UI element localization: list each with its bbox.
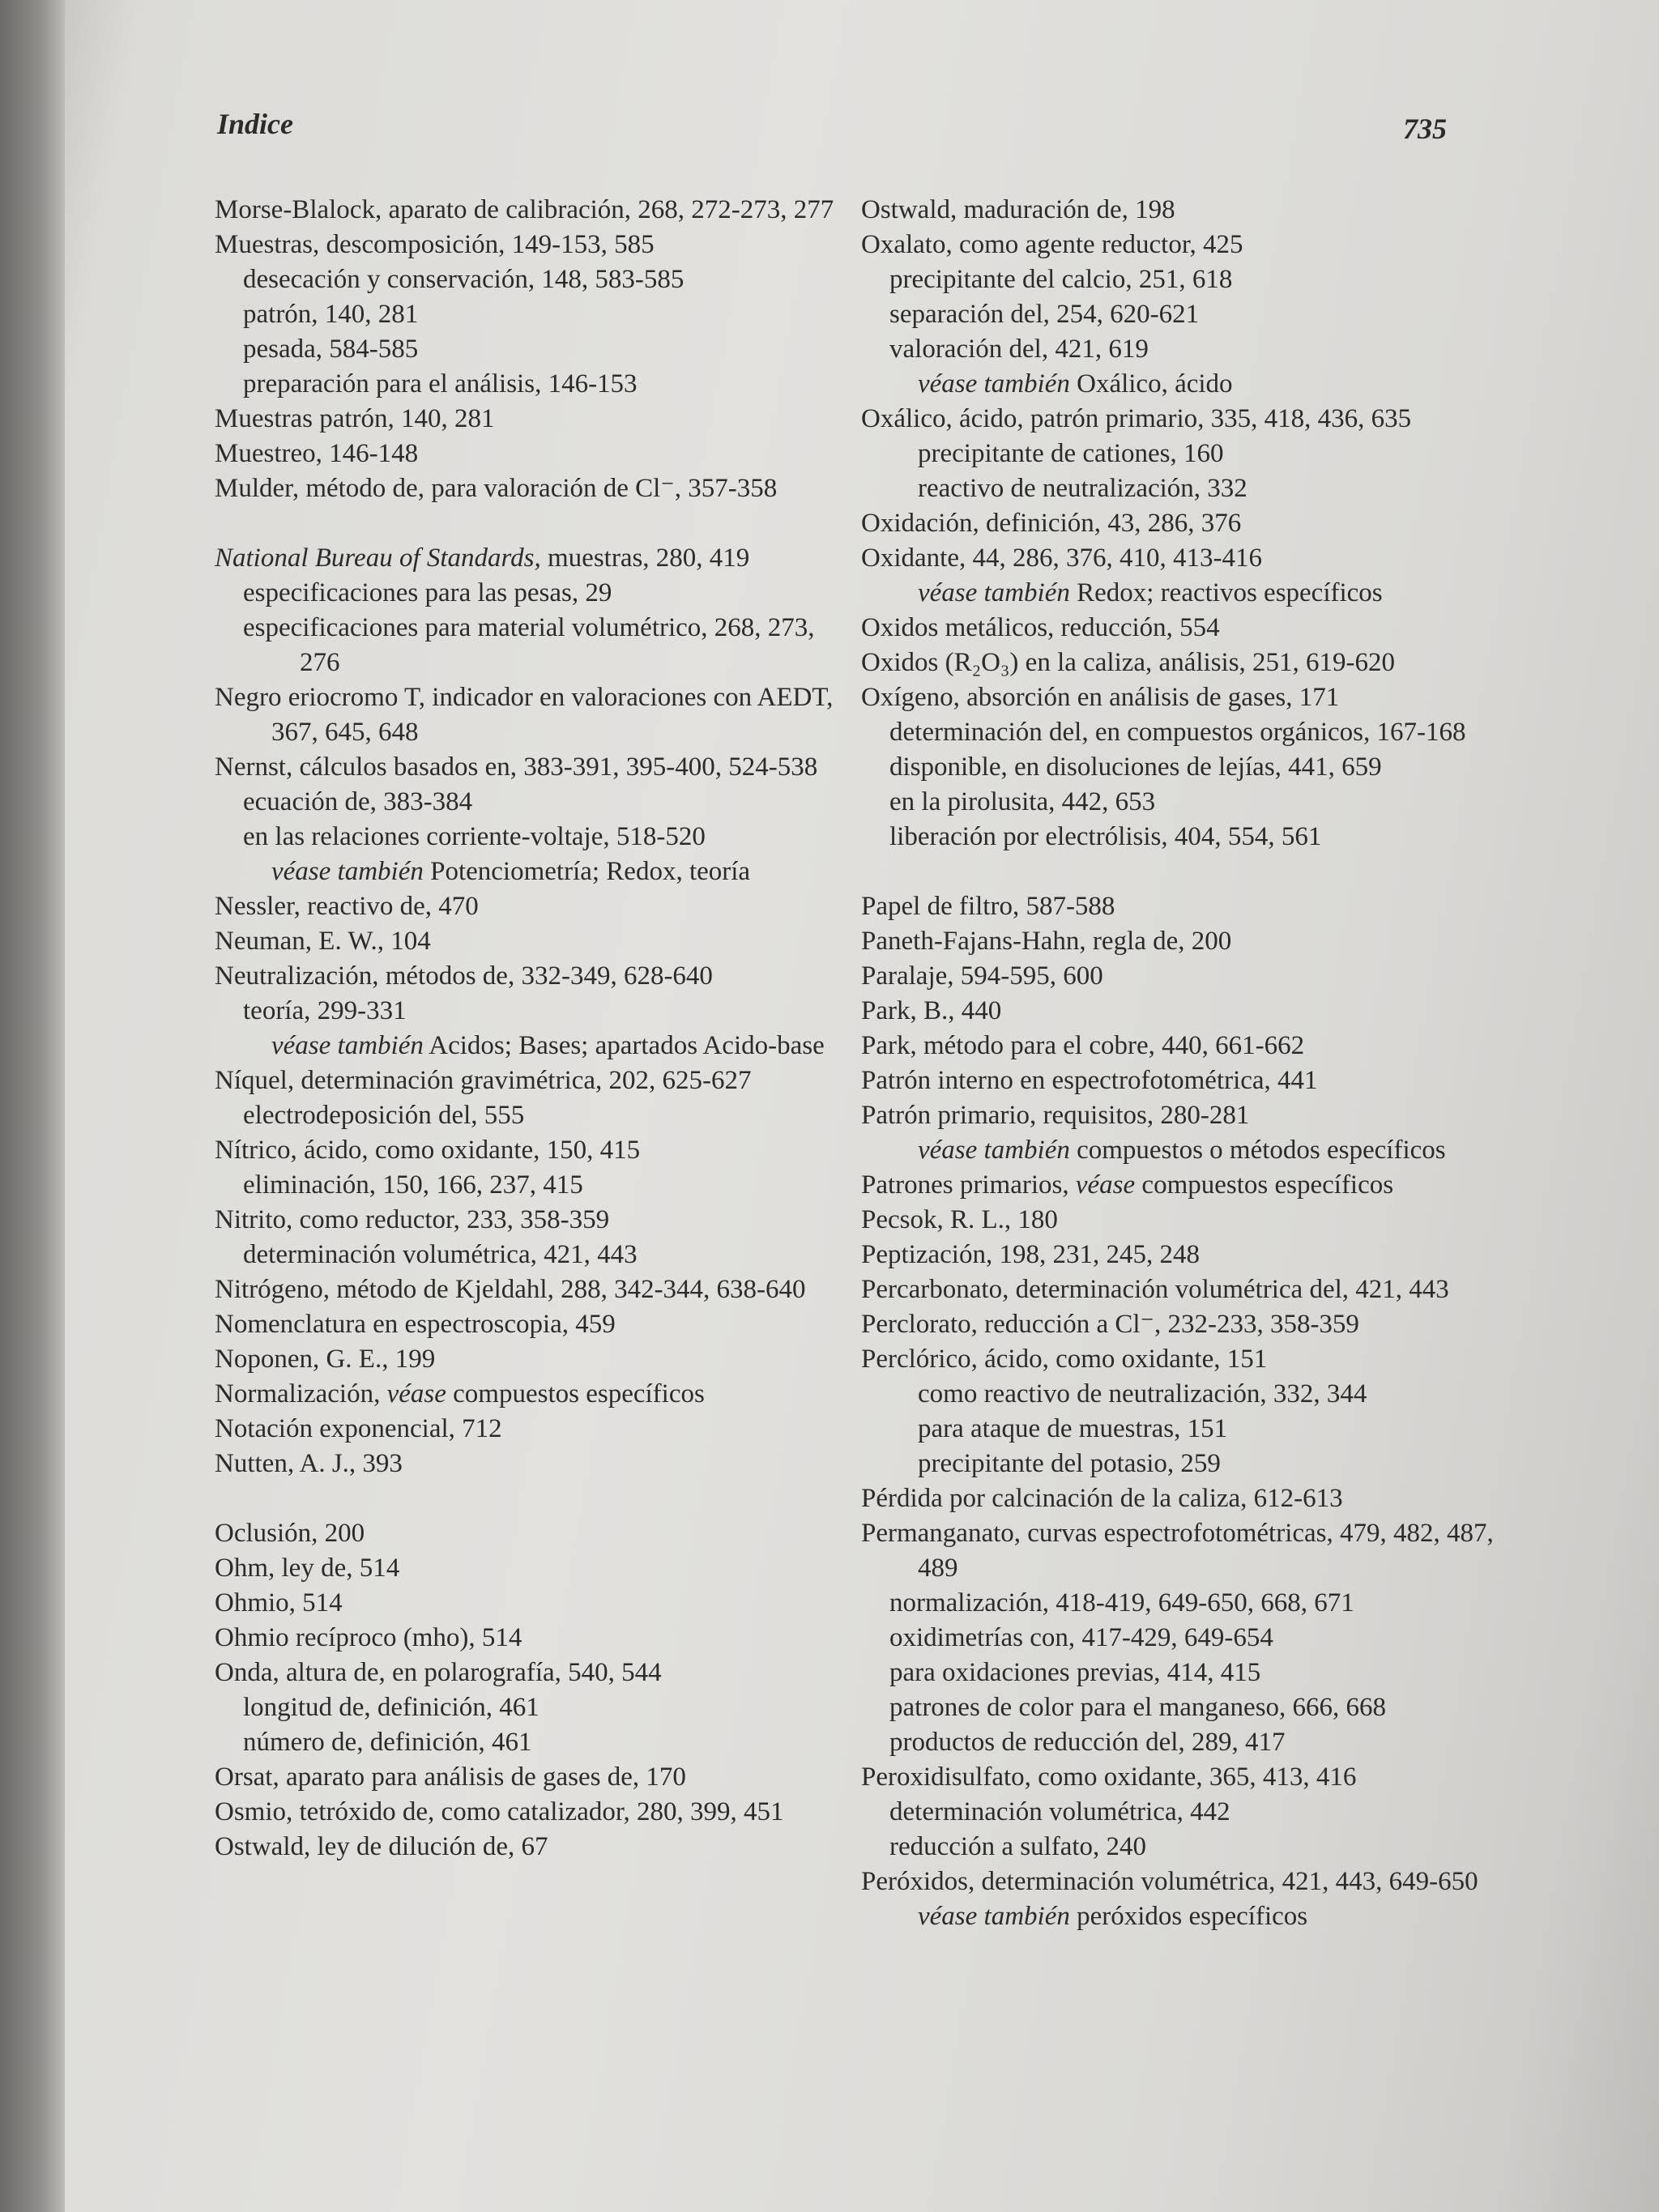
index-entry xyxy=(861,1760,1501,1795)
entry-text: en la pirolusita, 442, 653 xyxy=(889,787,1156,816)
index-subentry xyxy=(215,1168,838,1203)
entry-text: Oxálico, ácido, patrón primario, 335, 418, 436, 635 xyxy=(861,404,1412,433)
index-subentry xyxy=(861,1830,1501,1865)
index-subentry xyxy=(215,611,838,680)
index-subentry xyxy=(861,785,1501,820)
entry-text: pesada, 584-585 xyxy=(243,335,419,364)
entry-text: Peroxidisulfato, como oxidante, 365, 413, 416 xyxy=(861,1762,1357,1792)
entry-text: Peptización, 198, 231, 245, 248 xyxy=(861,1240,1200,1269)
entry-text: especificaciones para material volumétrico, 268, 273, 276 xyxy=(243,613,815,677)
entry-text: precipitante del potasio, 259 xyxy=(918,1449,1221,1478)
index-subentry xyxy=(215,367,838,402)
entry-text: Paneth-Fajans-Hahn, regla de, 200 xyxy=(861,927,1232,956)
index-entry xyxy=(861,1029,1501,1063)
index-entry xyxy=(861,402,1501,437)
entry-text: reducción a sulfato, 240 xyxy=(889,1832,1147,1861)
entry-text: Oxidos metálicos, reducción, 554 xyxy=(861,613,1220,642)
entry-text: Muestras, descomposición, 149-153, 585 xyxy=(215,230,655,259)
index-entry xyxy=(861,506,1501,541)
entry-text: separación del, 254, 620-621 xyxy=(889,300,1200,329)
index-entry xyxy=(215,1621,838,1656)
index-entry xyxy=(861,1342,1501,1377)
entry-italic-text: véase también xyxy=(271,857,424,886)
entry-text: Pérdida por calcinación de la caliza, 612-613 xyxy=(861,1484,1343,1513)
entry-text: Acidos; Bases; apartados Acido-base xyxy=(423,1031,825,1060)
index-entry xyxy=(861,1272,1501,1307)
entry-text: eliminación, 150, 166, 237, 415 xyxy=(243,1170,583,1200)
letter-group-spacer xyxy=(215,506,838,541)
entry-text: Mulder, método de, para valoración de Cl⁻, 357-358 xyxy=(215,474,778,503)
entry-text: como reactivo de neutralización, 332, 344 xyxy=(918,1379,1367,1409)
index-entry xyxy=(215,1795,838,1830)
entry-text: ecuación de, 383-384 xyxy=(243,787,473,816)
index-entry xyxy=(861,1203,1501,1238)
index-subentry xyxy=(861,297,1501,332)
index-subentry xyxy=(215,785,838,820)
entry-text: Perclórico, ácido, como oxidante, 151 xyxy=(861,1345,1268,1374)
index-subentry xyxy=(215,297,838,332)
index-entry xyxy=(215,1586,838,1621)
index-subentry xyxy=(215,820,838,855)
entry-text: para ataque de muestras, 151 xyxy=(918,1414,1228,1443)
index-subentry xyxy=(861,437,1501,471)
entry-text: peróxidos específicos xyxy=(1069,1902,1308,1931)
entry-text: Potenciometría; Redox, teoría xyxy=(423,857,751,886)
letter-group-spacer xyxy=(215,1481,838,1516)
index-entry xyxy=(215,437,838,471)
entry-text: Ostwald, maduración de, 198 xyxy=(861,195,1175,224)
entry-text: Ohmio recíproco (mho), 514 xyxy=(215,1623,522,1652)
entry-text: Percarbonato, determinación volumétrica del, 421, 443 xyxy=(861,1275,1449,1304)
entry-text: Perclorato, reducción a Cl⁻, 232-233, 358-359 xyxy=(861,1310,1359,1339)
index-entry xyxy=(215,1272,838,1307)
entry-text: Morse-Blalock, aparato de calibración, 268, 272-273, 277 xyxy=(215,195,834,224)
entry-text: Oxígeno, absorción en análisis de gases, 171 xyxy=(861,683,1340,712)
entry-text: especificaciones para las pesas, 29 xyxy=(243,578,612,607)
index-subentry xyxy=(215,576,838,611)
entry-text: número de, definición, 461 xyxy=(243,1728,532,1757)
entry-italic-text: véase xyxy=(386,1379,446,1409)
index-entry xyxy=(861,1307,1501,1342)
index-subentry xyxy=(861,367,1501,402)
index-entry xyxy=(861,994,1501,1029)
entry-text: Orsat, aparato para análisis de gases de, 170 xyxy=(215,1762,686,1792)
entry-text: Neutralización, métodos de, 332-349, 628-640 xyxy=(215,961,713,991)
index-entry xyxy=(861,1865,1501,1899)
entry-text: determinación volumétrica, 442 xyxy=(889,1797,1230,1826)
index-subentry xyxy=(861,471,1501,506)
index-subentry xyxy=(215,1098,838,1133)
entry-text: Nutten, A. J., 393 xyxy=(215,1449,403,1478)
entry-text: Nomenclatura en espectroscopia, 459 xyxy=(215,1310,616,1339)
entry-text: Nernst, cálculos basados en, 383-391, 395-400, 524-538 xyxy=(215,752,818,782)
entry-text: longitud de, definición, 461 xyxy=(243,1693,539,1722)
index-subentry xyxy=(215,262,838,297)
entry-text: determinación volumétrica, 421, 443 xyxy=(243,1240,638,1269)
index-subentry xyxy=(861,1377,1501,1412)
index-entry xyxy=(215,959,838,994)
index-subentry xyxy=(861,1656,1501,1690)
index-entry xyxy=(215,1516,838,1551)
index-entry xyxy=(861,541,1501,576)
entry-text: normalización, 418-419, 649-650, 668, 671 xyxy=(889,1588,1354,1617)
entry-text: valoración del, 421, 619 xyxy=(889,335,1149,364)
entry-text: Oclusión, 200 xyxy=(215,1519,365,1548)
entry-text: Oxidos (R₂O₃) en la caliza, análisis, 251, 619-620 xyxy=(861,648,1396,677)
entry-text: Nessler, reactivo de, 470 xyxy=(215,892,479,921)
index-subentry xyxy=(215,1029,838,1063)
index-entry xyxy=(215,1656,838,1690)
index-subentry xyxy=(215,1238,838,1272)
index-subentry xyxy=(861,1795,1501,1830)
index-subentry xyxy=(215,994,838,1029)
index-entry xyxy=(215,228,838,262)
index-entry xyxy=(861,193,1501,228)
index-entry xyxy=(215,193,838,228)
index-subentry xyxy=(861,332,1501,367)
index-entry xyxy=(215,471,838,506)
entry-italic-text: véase xyxy=(1075,1170,1136,1200)
entry-text: patrones de color para el manganeso, 666, 668 xyxy=(889,1693,1387,1722)
index-entry xyxy=(861,1516,1501,1586)
entry-italic-text: véase también xyxy=(918,1902,1070,1931)
entry-text: Muestreo, 146-148 xyxy=(215,439,419,468)
index-subentry xyxy=(215,1690,838,1725)
entry-text: Oxidación, definición, 43, 286, 376 xyxy=(861,509,1242,538)
index-column-left xyxy=(215,193,838,1865)
index-entry xyxy=(861,1481,1501,1516)
index-subentry xyxy=(861,576,1501,611)
index-subentry xyxy=(215,855,838,889)
index-entry xyxy=(215,1377,838,1412)
entry-text: Onda, altura de, en polarografía, 540, 544 xyxy=(215,1658,662,1687)
entry-text: Muestras patrón, 140, 281 xyxy=(215,404,495,433)
index-entry xyxy=(861,646,1501,680)
entry-text: Oxálico, ácido xyxy=(1069,369,1233,399)
entry-text: Nitrito, como reductor, 233, 358-359 xyxy=(215,1205,610,1234)
index-entry xyxy=(215,889,838,924)
index-entry xyxy=(215,1063,838,1098)
entry-italic-text: véase también xyxy=(918,1136,1070,1165)
index-subentry xyxy=(215,1725,838,1760)
index-entry xyxy=(215,750,838,785)
entry-text: disponible, en disoluciones de lejías, 441, 659 xyxy=(889,752,1382,782)
index-entry xyxy=(861,228,1501,262)
entry-text: determinación del, en compuestos orgánicos, 167-168 xyxy=(889,718,1466,747)
index-subentry xyxy=(861,750,1501,785)
index-column-right xyxy=(861,193,1501,1934)
index-entry xyxy=(215,924,838,959)
index-entry xyxy=(215,1760,838,1795)
entry-text: Park, B., 440 xyxy=(861,996,1002,1025)
entry-text: Peróxidos, determinación volumétrica, 421, 443, 649-650 xyxy=(861,1867,1478,1896)
entry-text: Permanganato, curvas espectrofotométricas, 479, 482, 487, 489 xyxy=(861,1519,1494,1583)
entry-text: en las relaciones corriente-voltaje, 518-520 xyxy=(243,822,706,851)
index-entry xyxy=(215,680,838,750)
index-entry xyxy=(861,680,1501,715)
index-subentry xyxy=(861,1621,1501,1656)
entry-text: precipitante de cationes, 160 xyxy=(918,439,1224,468)
page-gutter xyxy=(0,0,65,2212)
entry-text: teoría, 299-331 xyxy=(243,996,407,1025)
index-subentry xyxy=(861,715,1501,750)
entry-text: Park, método para el cobre, 440, 661-662 xyxy=(861,1031,1305,1060)
entry-text: desecación y conservación, 148, 583-585 xyxy=(243,265,684,294)
index-entry xyxy=(861,1238,1501,1272)
entry-text: para oxidaciones previas, 414, 415 xyxy=(889,1658,1261,1687)
entry-text: Osmio, tetróxido de, como catalizador, 280, 399, 451 xyxy=(215,1797,784,1826)
entry-text: Nítrico, ácido, como oxidante, 150, 415 xyxy=(215,1136,641,1165)
entry-text: precipitante del calcio, 251, 618 xyxy=(889,265,1233,294)
index-entry xyxy=(215,1342,838,1377)
index-subentry xyxy=(861,1412,1501,1447)
entry-italic-text: véase también xyxy=(271,1031,424,1060)
entry-italic-text: véase también xyxy=(918,369,1070,399)
entry-text: Neuman, E. W., 104 xyxy=(215,927,431,956)
letter-group-spacer xyxy=(861,855,1501,889)
index-subentry xyxy=(861,820,1501,855)
index-subentry xyxy=(215,332,838,367)
index-entry xyxy=(861,1063,1501,1098)
index-subentry xyxy=(861,1690,1501,1725)
entry-text: Papel de filtro, 587-588 xyxy=(861,892,1115,921)
entry-text: Níquel, determinación gravimétrica, 202, 625-627 xyxy=(215,1066,752,1095)
entry-text: Redox; reactivos específicos xyxy=(1069,578,1383,607)
entry-text: Oxalato, como agente reductor, 425 xyxy=(861,230,1243,259)
index-entry xyxy=(215,1447,838,1481)
entry-text: compuestos específicos xyxy=(1135,1170,1394,1200)
index-entry xyxy=(215,1307,838,1342)
index-entry xyxy=(215,1830,838,1865)
entry-text: reactivo de neutralización, 332 xyxy=(918,474,1247,503)
index-entry xyxy=(215,402,838,437)
index-subentry xyxy=(861,1133,1501,1168)
entry-text: Noponen, G. E., 199 xyxy=(215,1345,436,1374)
entry-text: compuestos específicos xyxy=(446,1379,705,1409)
entry-text: electrodeposición del, 555 xyxy=(243,1101,525,1130)
index-subentry xyxy=(861,1447,1501,1481)
entry-text: preparación para el análisis, 146-153 xyxy=(243,369,638,399)
entry-italic-text: véase también xyxy=(918,578,1070,607)
entry-text: liberación por electrólisis, 404, 554, 561 xyxy=(889,822,1322,851)
entry-text: Ohm, ley de, 514 xyxy=(215,1554,400,1583)
index-entry xyxy=(861,1168,1501,1203)
index-entry xyxy=(215,1203,838,1238)
index-entry xyxy=(215,1133,838,1168)
entry-text: Paralaje, 594-595, 600 xyxy=(861,961,1103,991)
index-entry xyxy=(861,611,1501,646)
entry-text: Notación exponencial, 712 xyxy=(215,1414,502,1443)
index-entry xyxy=(861,959,1501,994)
index-entry xyxy=(215,541,838,576)
index-entry xyxy=(861,1098,1501,1133)
entry-text: muestras, 280, 419 xyxy=(540,543,750,573)
index-entry xyxy=(861,889,1501,924)
entry-text: Ohmio, 514 xyxy=(215,1588,343,1617)
index-entry xyxy=(861,924,1501,959)
entry-text: Patrones primarios, xyxy=(861,1170,1076,1200)
index-entry xyxy=(215,1412,838,1447)
entry-text: Normalización, xyxy=(215,1379,387,1409)
page-number: 735 xyxy=(1403,113,1447,145)
entry-text: Nitrógeno, método de Kjeldahl, 288, 342-344, 638-640 xyxy=(215,1275,806,1304)
entry-italic-text: National Bureau of Standards, xyxy=(215,543,541,573)
entry-text: Ostwald, ley de dilución de, 67 xyxy=(215,1832,548,1861)
entry-text: Patrón primario, requisitos, 280-281 xyxy=(861,1101,1250,1130)
index-subentry xyxy=(861,262,1501,297)
entry-text: Negro eriocromo T, indicador en valoraciones con AEDT, 367, 645, 648 xyxy=(215,683,834,747)
entry-text: oxidimetrías con, 417-429, 649-654 xyxy=(889,1623,1273,1652)
entry-text: Oxidante, 44, 286, 376, 410, 413-416 xyxy=(861,543,1262,573)
index-entry xyxy=(215,1551,838,1586)
entry-text: compuestos o métodos específicos xyxy=(1069,1136,1446,1165)
entry-text: Pecsok, R. L., 180 xyxy=(861,1205,1058,1234)
index-subentry xyxy=(861,1586,1501,1621)
entry-text: patrón, 140, 281 xyxy=(243,300,419,329)
index-subentry xyxy=(861,1899,1501,1934)
entry-text: productos de reducción del, 289, 417 xyxy=(889,1728,1286,1757)
running-head: Indice xyxy=(217,108,293,140)
index-subentry xyxy=(861,1725,1501,1760)
entry-text: Patrón interno en espectrofotométrica, 441 xyxy=(861,1066,1318,1095)
